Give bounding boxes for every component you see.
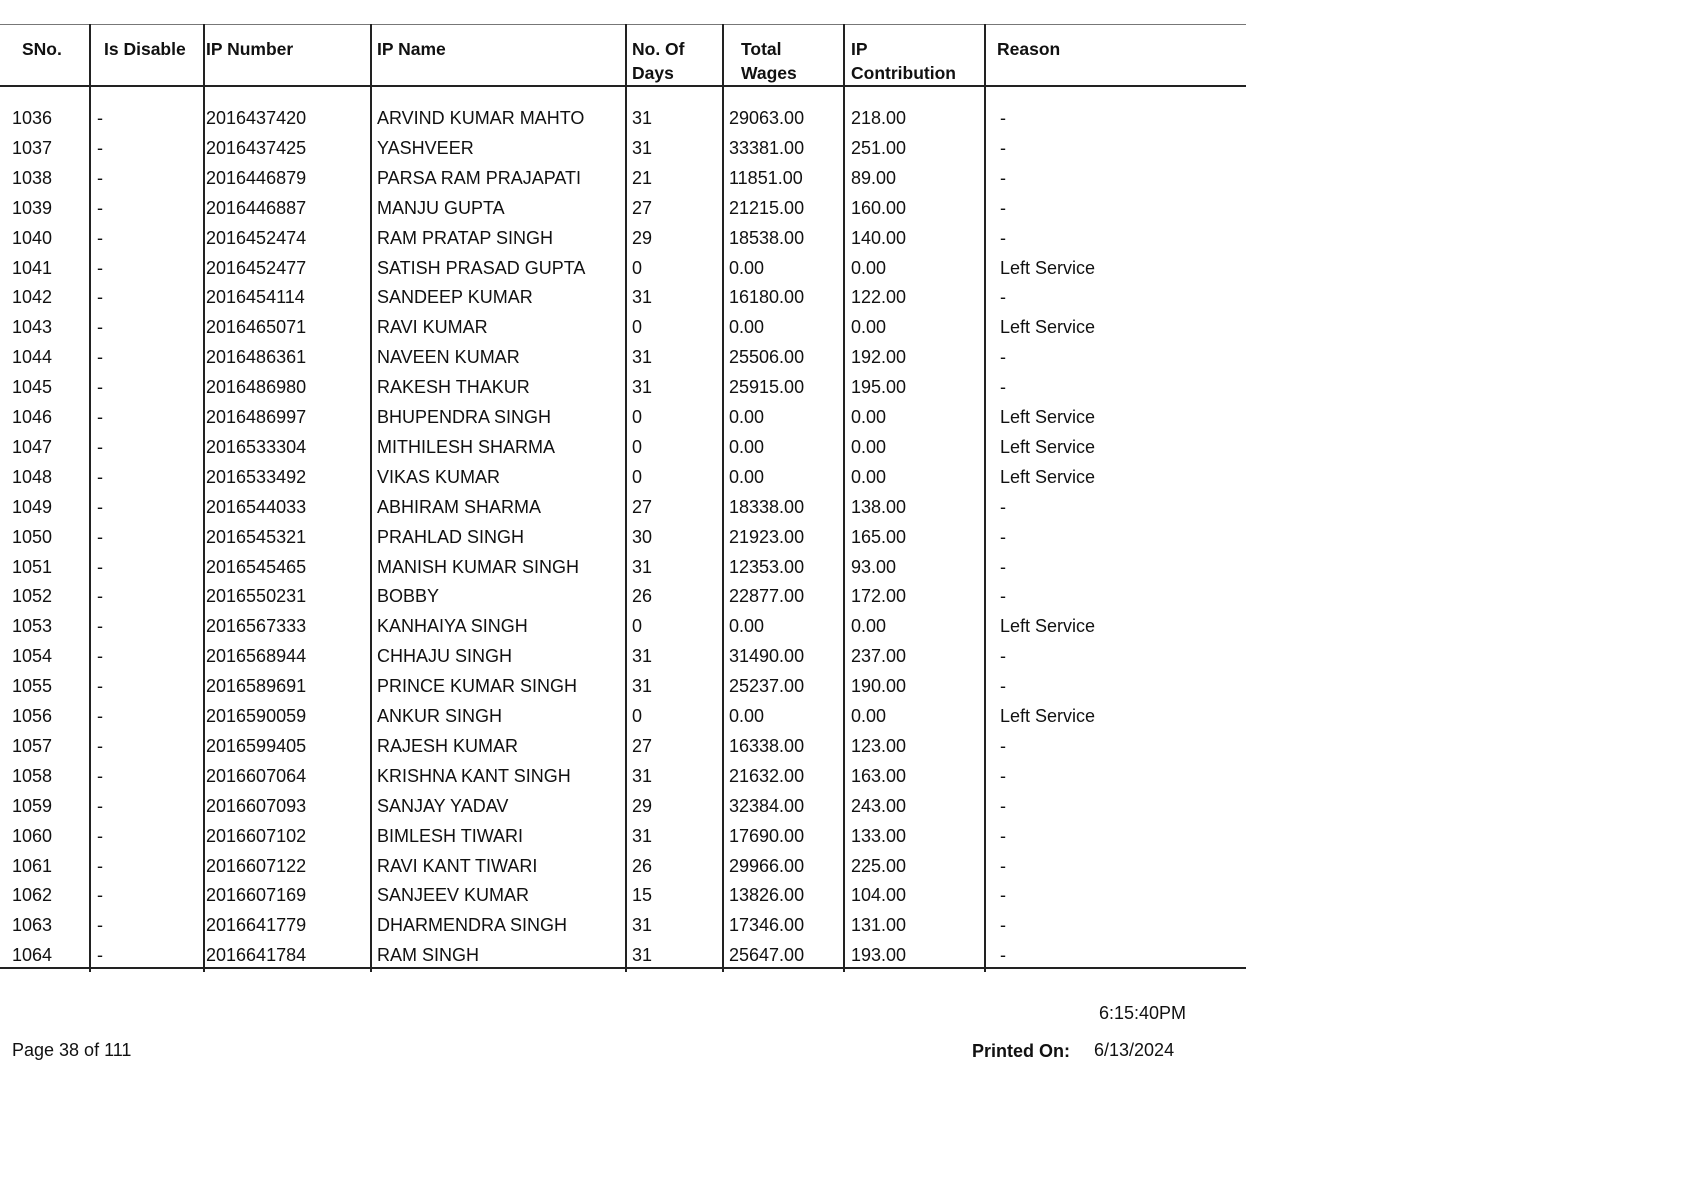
cell-days: 0: [632, 616, 643, 637]
cell-ip-name: YASHVEER: [377, 137, 474, 158]
cell-is-disable: -: [97, 197, 103, 218]
cell-contribution: 140.00: [851, 227, 907, 248]
cell-ip-number: 2016568944: [206, 646, 307, 667]
cell-is-disable: -: [97, 317, 103, 338]
cell-ip-number: 2016544033: [206, 496, 307, 517]
column-divider: [984, 24, 986, 972]
cell-sno: 1058: [12, 765, 53, 786]
cell-days: 0: [632, 706, 643, 726]
cell-ip-number: 2016486980: [206, 377, 307, 398]
cell-reason: Left Service: [1000, 436, 1096, 457]
cell-is-disable: -: [97, 466, 103, 487]
cell-wages: 22877.00: [729, 586, 805, 607]
cell-sno: 1052: [12, 586, 53, 607]
cell-is-disable: -: [97, 436, 103, 457]
cell-days: 0: [632, 466, 643, 487]
cell-ip-name: BIMLESH TIWARI: [377, 825, 524, 846]
cell-sno: 1043: [12, 317, 53, 338]
cell-wages: 0.00: [729, 616, 765, 637]
cell-contribution: 0.00: [851, 257, 887, 278]
cell-wages: 16338.00: [729, 735, 805, 756]
cell-sno: 1047: [12, 436, 53, 457]
header-wages: [741, 37, 797, 85]
cell-ip-name: MITHILESH SHARMA: [377, 436, 556, 457]
cell-ip-number: 2016607093: [206, 795, 307, 816]
cell-reason: -: [1000, 885, 1006, 906]
header-wages-line1: Total: [741, 39, 782, 59]
cell-contribution: 243.00: [851, 795, 907, 816]
cell-is-disable: -: [97, 347, 103, 368]
cell-sno: 1051: [12, 556, 53, 577]
cell-ip-name: SANJEEV KUMAR: [377, 885, 530, 906]
column-divider: [203, 24, 205, 972]
cell-ip-number: 2016437425: [206, 137, 307, 158]
header-is-disable: Is Disable: [104, 39, 186, 59]
cell-ip-number: 2016607102: [206, 825, 307, 846]
cell-reason: -: [1000, 945, 1006, 966]
cell-ip-number: 2016533304: [206, 436, 307, 457]
cell-ip-name: ANKUR SINGH: [377, 706, 503, 726]
cell-reason: -: [1000, 646, 1006, 667]
cell-wages: 31490.00: [729, 646, 805, 667]
cell-days: 31: [632, 137, 653, 158]
header-days-line2: Days: [632, 63, 674, 83]
cell-contribution: 163.00: [851, 765, 907, 786]
cell-wages: 17346.00: [729, 915, 805, 936]
cell-sno: 1045: [12, 377, 53, 398]
cell-ip-name: ABHIRAM SHARMA: [377, 496, 542, 517]
cell-wages: 18538.00: [729, 227, 805, 248]
cell-contribution: 138.00: [851, 496, 907, 517]
cell-sno: 1061: [12, 855, 53, 876]
header-bottom-rule: [0, 85, 1246, 87]
cell-ip-name: CHHAJU SINGH: [377, 646, 513, 667]
cell-wages: 25506.00: [729, 347, 805, 368]
cell-days: 31: [632, 377, 653, 398]
cell-ip-number: 2016589691: [206, 676, 307, 697]
cell-ip-number: 2016533492: [206, 466, 307, 487]
cell-sno: 1037: [12, 137, 53, 158]
cell-wages: 25237.00: [729, 676, 805, 697]
cell-wages: 21632.00: [729, 765, 805, 786]
cell-sno: 1040: [12, 227, 53, 248]
cell-contribution: 218.00: [851, 108, 907, 128]
cell-sno: 1057: [12, 735, 53, 756]
cell-reason: -: [1000, 197, 1006, 218]
cell-ip-name: PRINCE KUMAR SINGH: [377, 676, 578, 697]
header-ip-name: IP Name: [377, 39, 446, 59]
cell-ip-number: 2016454114: [206, 287, 305, 308]
cell-is-disable: -: [97, 735, 103, 756]
cell-sno: 1054: [12, 646, 53, 667]
cell-ip-number: 2016486361: [206, 347, 307, 368]
cell-reason: -: [1000, 795, 1006, 816]
cell-reason: -: [1000, 915, 1006, 936]
cell-wages: 12353.00: [729, 556, 805, 577]
cell-days: 27: [632, 735, 653, 756]
cell-is-disable: -: [97, 496, 103, 517]
cell-ip-number: 2016446887: [206, 197, 307, 218]
cell-is-disable: -: [97, 137, 103, 158]
cell-wages: 13826.00: [729, 885, 805, 906]
cell-contribution: 195.00: [851, 377, 907, 398]
cell-sno: 1059: [12, 795, 53, 816]
cell-contribution: 0.00: [851, 616, 887, 637]
cell-days: 0: [632, 407, 643, 427]
cell-contribution: 237.00: [851, 646, 907, 667]
cell-sno: 1036: [12, 108, 53, 128]
printed-time: 6:15:40PM: [1099, 1003, 1187, 1023]
cell-ip-name: SANDEEP KUMAR: [377, 287, 533, 308]
cell-contribution: 123.00: [851, 735, 907, 756]
cell-wages: 11851.00: [729, 167, 803, 188]
cell-ip-name: ARVIND KUMAR MAHTO: [377, 108, 585, 128]
cell-days: 26: [632, 855, 653, 876]
cell-ip-number: 2016550231: [206, 586, 307, 607]
cell-sno: 1044: [12, 347, 53, 368]
cell-contribution: 172.00: [851, 586, 907, 607]
cell-sno: 1049: [12, 496, 53, 517]
cell-contribution: 0.00: [851, 407, 887, 427]
cell-is-disable: -: [97, 407, 103, 427]
cell-ip-name: RAM SINGH: [377, 945, 480, 966]
cell-sno: 1050: [12, 526, 53, 547]
cell-reason: Left Service: [1000, 407, 1096, 427]
cell-days: 0: [632, 436, 643, 457]
cell-is-disable: -: [97, 825, 103, 846]
cell-ip-name: RAJESH KUMAR: [377, 735, 519, 756]
cell-is-disable: -: [97, 885, 103, 906]
cell-wages: 18338.00: [729, 496, 805, 517]
cell-sno: 1053: [12, 616, 53, 637]
cell-days: 31: [632, 556, 653, 577]
cell-wages: 21215.00: [729, 197, 805, 218]
cell-reason: -: [1000, 496, 1006, 517]
cell-ip-number: 2016567333: [206, 616, 307, 637]
cell-contribution: 93.00: [851, 556, 897, 577]
cell-ip-name: KANHAIYA SINGH: [377, 616, 528, 637]
cell-ip-name: PARSA RAM PRAJAPATI: [377, 167, 582, 188]
cell-wages: 0.00: [729, 436, 765, 457]
cell-reason: -: [1000, 735, 1006, 756]
cell-contribution: 131.00: [851, 915, 907, 936]
cell-reason: -: [1000, 137, 1006, 158]
header-sno: SNo.: [22, 39, 62, 59]
cell-ip-number: 2016590059: [206, 706, 307, 726]
cell-days: 29: [632, 795, 653, 816]
cell-reason: -: [1000, 556, 1006, 577]
cell-reason: Left Service: [1000, 706, 1096, 726]
header-contribution-line1: IP: [851, 39, 868, 59]
cell-ip-name: NAVEEN KUMAR: [377, 347, 520, 368]
cell-reason: -: [1000, 347, 1006, 368]
cell-is-disable: -: [97, 646, 103, 667]
cell-ip-number: 2016545465: [206, 556, 307, 577]
cell-ip-number: 2016607169: [206, 885, 307, 906]
cell-sno: 1041: [12, 257, 53, 278]
cell-ip-name: PRAHLAD SINGH: [377, 526, 525, 547]
cell-ip-name: DHARMENDRA SINGH: [377, 915, 568, 936]
cell-wages: 17690.00: [729, 825, 805, 846]
cell-days: 27: [632, 197, 653, 218]
cell-days: 31: [632, 347, 653, 368]
cell-contribution: 251.00: [851, 137, 907, 158]
cell-ip-number: 2016641779: [206, 915, 307, 936]
cell-is-disable: -: [97, 377, 103, 398]
cell-is-disable: -: [97, 855, 103, 876]
cell-reason: -: [1000, 227, 1006, 248]
cell-wages: 25915.00: [729, 377, 805, 398]
cell-wages: 0.00: [729, 407, 765, 427]
cell-wages: 0.00: [729, 466, 765, 487]
printed-date: 6/13/2024: [1094, 1040, 1175, 1060]
cell-contribution: 165.00: [851, 526, 907, 547]
cell-ip-name: MANISH KUMAR SINGH: [377, 556, 580, 577]
cell-ip-name: BHUPENDRA SINGH: [377, 407, 552, 427]
cell-ip-number: 2016486997: [206, 407, 307, 427]
cell-wages: 16180.00: [729, 287, 805, 308]
cell-reason: -: [1000, 676, 1006, 697]
cell-wages: 29966.00: [729, 855, 805, 876]
cell-is-disable: -: [97, 945, 103, 966]
cell-sno: 1063: [12, 915, 53, 936]
cell-days: 27: [632, 496, 653, 517]
cell-ip-number: 2016599405: [206, 735, 307, 756]
cell-is-disable: -: [97, 108, 103, 128]
cell-reason: -: [1000, 167, 1006, 188]
header-ip-number: IP Number: [206, 39, 294, 59]
cell-ip-name: RAM PRATAP SINGH: [377, 227, 554, 248]
cell-ip-number: 2016452477: [206, 257, 307, 278]
cell-contribution: 122.00: [851, 287, 907, 308]
header-contribution: [851, 37, 956, 85]
cell-reason: -: [1000, 825, 1006, 846]
cell-reason: Left Service: [1000, 317, 1096, 338]
cell-is-disable: -: [97, 915, 103, 936]
cell-ip-name: SATISH PRASAD GUPTA: [377, 257, 586, 278]
cell-contribution: 192.00: [851, 347, 907, 368]
cell-contribution: 0.00: [851, 466, 887, 487]
cell-days: 21: [632, 167, 653, 188]
cell-wages: 25647.00: [729, 945, 805, 966]
cell-reason: -: [1000, 855, 1006, 876]
cell-days: 30: [632, 526, 653, 547]
column-divider: [843, 24, 845, 972]
header-days: [632, 37, 685, 85]
cell-reason: -: [1000, 586, 1006, 607]
cell-days: 31: [632, 108, 653, 128]
cell-days: 29: [632, 227, 653, 248]
cell-reason: Left Service: [1000, 466, 1096, 487]
cell-is-disable: -: [97, 167, 103, 188]
cell-is-disable: -: [97, 287, 103, 308]
cell-ip-number: 2016446879: [206, 167, 307, 188]
column-divider: [89, 24, 91, 972]
cell-contribution: 0.00: [851, 706, 887, 726]
cell-ip-name: RAVI KUMAR: [377, 317, 488, 338]
cell-days: 31: [632, 646, 653, 667]
header-wages-line2: Wages: [741, 63, 797, 83]
cell-ip-number: 2016607064: [206, 765, 307, 786]
cell-is-disable: -: [97, 556, 103, 577]
cell-reason: Left Service: [1000, 257, 1096, 278]
cell-sno: 1042: [12, 287, 53, 308]
cell-days: 31: [632, 287, 653, 308]
cell-reason: -: [1000, 377, 1006, 398]
cell-sno: 1056: [12, 706, 53, 726]
cell-days: 15: [632, 885, 653, 906]
table-top-rule: [0, 24, 1246, 25]
cell-contribution: 193.00: [851, 945, 907, 966]
cell-wages: 0.00: [729, 257, 765, 278]
cell-sno: 1055: [12, 676, 53, 697]
cell-contribution: 0.00: [851, 436, 887, 457]
cell-wages: 29063.00: [729, 108, 805, 128]
cell-reason: -: [1000, 287, 1006, 308]
cell-wages: 0.00: [729, 317, 765, 338]
cell-contribution: 160.00: [851, 197, 907, 218]
header-days-line1: No. Of: [632, 39, 685, 59]
cell-ip-name: VIKAS KUMAR: [377, 466, 501, 487]
cell-sno: 1039: [12, 197, 53, 218]
cell-is-disable: -: [97, 586, 103, 607]
cell-is-disable: -: [97, 765, 103, 786]
cell-days: 31: [632, 915, 653, 936]
cell-sno: 1064: [12, 945, 53, 966]
printed-on-label: Printed On:: [972, 1041, 1070, 1061]
cell-contribution: 0.00: [851, 317, 887, 338]
cell-days: 26: [632, 586, 653, 607]
cell-ip-number: 2016545321: [206, 526, 307, 547]
column-divider: [722, 24, 724, 972]
page-info: Page 38 of 111: [12, 1040, 132, 1060]
cell-is-disable: -: [97, 795, 103, 816]
cell-contribution: 104.00: [851, 885, 907, 906]
cell-is-disable: -: [97, 526, 103, 547]
cell-contribution: 89.00: [851, 167, 897, 188]
cell-is-disable: -: [97, 227, 103, 248]
cell-sno: 1062: [12, 885, 53, 906]
header-reason: Reason: [997, 39, 1061, 59]
cell-days: 0: [632, 257, 643, 278]
cell-days: 0: [632, 317, 643, 338]
cell-ip-name: RAKESH THAKUR: [377, 377, 530, 398]
cell-ip-number: 2016641784: [206, 945, 307, 966]
cell-reason: -: [1000, 108, 1006, 128]
cell-ip-name: KRISHNA KANT SINGH: [377, 765, 571, 786]
cell-ip-name: SANJAY YADAV: [377, 795, 509, 816]
cell-is-disable: -: [97, 676, 103, 697]
cell-sno: 1048: [12, 466, 53, 487]
cell-ip-number: 2016607122: [206, 855, 307, 876]
cell-is-disable: -: [97, 616, 103, 637]
cell-sno: 1046: [12, 407, 53, 427]
cell-contribution: 133.00: [851, 825, 907, 846]
cell-days: 31: [632, 676, 653, 697]
cell-reason: Left Service: [1000, 616, 1096, 637]
cell-days: 31: [632, 945, 653, 966]
cell-sno: 1038: [12, 167, 53, 188]
cell-ip-name: MANJU GUPTA: [377, 197, 505, 218]
cell-ip-number: 2016437420: [206, 108, 307, 128]
cell-wages: 0.00: [729, 706, 765, 726]
cell-wages: 33381.00: [729, 137, 805, 158]
cell-contribution: 190.00: [851, 676, 907, 697]
column-divider: [370, 24, 372, 972]
cell-sno: 1060: [12, 825, 53, 846]
cell-is-disable: -: [97, 257, 103, 278]
cell-days: 31: [632, 825, 653, 846]
header-contribution-line2: Contribution: [851, 63, 956, 83]
cell-reason: -: [1000, 765, 1006, 786]
cell-ip-name: RAVI KANT TIWARI: [377, 855, 538, 876]
cell-days: 31: [632, 765, 653, 786]
cell-reason: -: [1000, 526, 1006, 547]
cell-ip-number: 2016452474: [206, 227, 307, 248]
table-bottom-rule: [0, 967, 1246, 969]
cell-ip-name: BOBBY: [377, 586, 440, 607]
cell-ip-number: 2016465071: [206, 317, 307, 338]
cell-contribution: 225.00: [851, 855, 907, 876]
cell-wages: 21923.00: [729, 526, 805, 547]
cell-wages: 32384.00: [729, 795, 805, 816]
column-divider: [625, 24, 627, 972]
cell-is-disable: -: [97, 706, 103, 726]
